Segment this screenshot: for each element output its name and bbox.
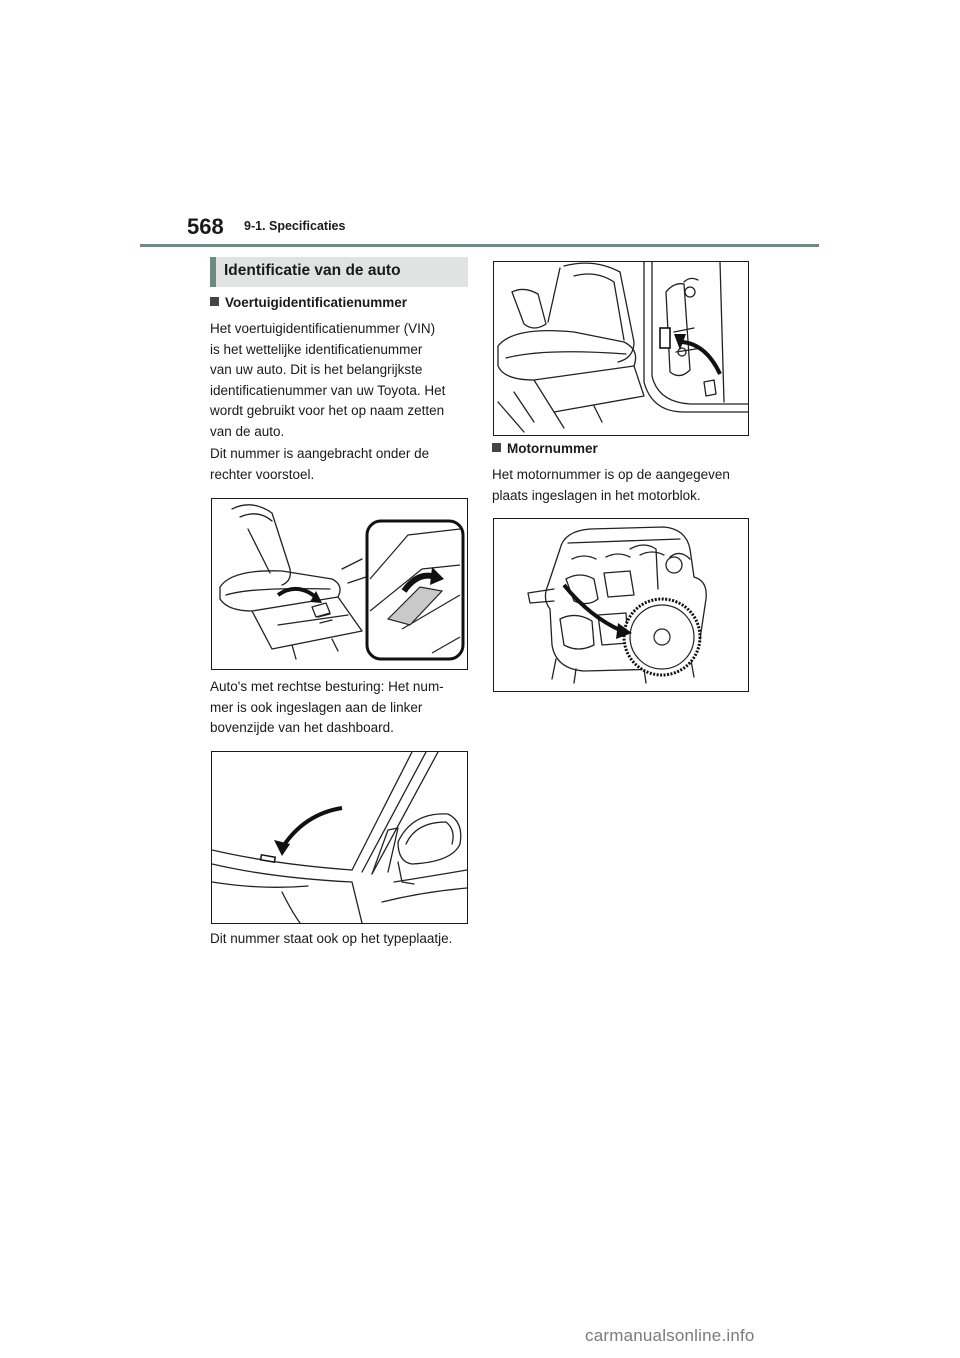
watermark: carmanualsonline.info <box>585 1326 755 1345</box>
chapter-title: 9-1. Specificaties <box>244 219 346 233</box>
engine-heading <box>492 441 598 456</box>
text-line: rechter voorstoel. <box>210 466 315 482</box>
text-line: wordt gebruikt voor het op naam zetten <box>210 403 445 418</box>
text-line: identificatienummer van uw Toyota. Het <box>210 382 446 398</box>
vin-paragraph-4: Dit nummer staat ook op het typeplaatje. <box>210 931 453 946</box>
bullet-square-icon <box>210 297 219 306</box>
engine-number-illustration <box>494 519 748 691</box>
vin-paragraph-2 <box>210 444 470 485</box>
vin-heading <box>210 295 407 310</box>
engine-figure <box>493 518 749 692</box>
seat-vin-location-illustration <box>494 262 748 435</box>
section-title: Identificatie van de auto <box>224 262 401 279</box>
engine-paragraph <box>492 465 752 506</box>
text-line: Auto's met rechtse besturing: Het num- <box>210 679 444 694</box>
dashboard-vin-illustration <box>212 752 467 923</box>
engine-heading-label: Motornummer <box>507 441 598 456</box>
text-line: bovenzijde van het dashboard. <box>210 720 394 735</box>
text-line: plaats ingeslagen in het motorblok. <box>492 487 701 503</box>
seat-with-label-illustration <box>212 499 467 669</box>
vin-paragraph-3 <box>210 677 470 739</box>
dashboard-figure <box>211 751 468 924</box>
header-rule <box>140 244 819 247</box>
seat-vin-figure <box>493 261 749 436</box>
vin-heading-label: Voertuigidentificatienummer <box>225 295 408 310</box>
text-line: Het motornummer is op de aangegeven <box>492 467 730 482</box>
text-line: is het wettelijke identificatienummer <box>210 341 423 357</box>
seat-label-figure <box>211 498 468 670</box>
text-line: Het voertuigidentificatienummer (VIN) <box>210 321 436 336</box>
text-line: van uw auto. Dit is het belangrijkste <box>210 362 423 377</box>
text-line: mer is ook ingeslagen aan de linker <box>210 699 423 715</box>
bullet-square-icon <box>492 443 501 452</box>
vin-paragraph-1 <box>210 319 470 442</box>
section-title-bar <box>210 257 468 287</box>
page-number: 568 <box>187 214 224 239</box>
text-line: van de auto. <box>210 423 285 439</box>
text-line: Dit nummer is aangebracht onder de <box>210 446 430 461</box>
